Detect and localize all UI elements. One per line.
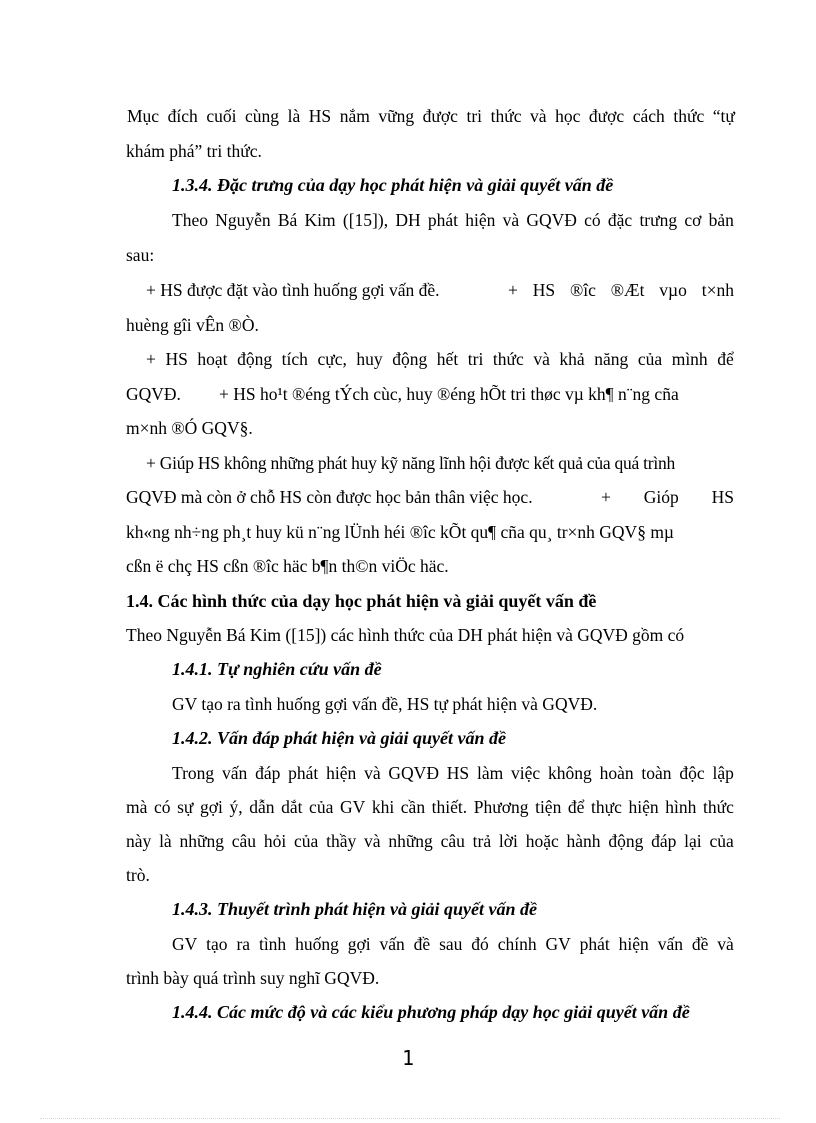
word: bản bbox=[708, 210, 734, 230]
word: nắm bbox=[339, 106, 370, 126]
word: thầy bbox=[326, 831, 357, 851]
word: cuối bbox=[206, 106, 237, 126]
paragraph-line bbox=[172, 761, 734, 785]
word: năng bbox=[594, 349, 629, 369]
word: HS bbox=[308, 106, 332, 126]
word: câu bbox=[440, 831, 465, 851]
word: ®Æt bbox=[610, 280, 645, 300]
word: Trong bbox=[172, 763, 215, 783]
paragraph-line bbox=[146, 347, 734, 371]
word: làm bbox=[476, 763, 504, 783]
word: lập bbox=[712, 763, 734, 783]
word: ([15]), bbox=[342, 210, 389, 230]
word: và bbox=[533, 349, 550, 369]
word: tích bbox=[281, 349, 308, 369]
word: lời bbox=[498, 831, 518, 851]
word: việc bbox=[511, 763, 541, 783]
word: tiện bbox=[535, 797, 562, 817]
word: hành bbox=[566, 831, 601, 851]
word: trả bbox=[472, 831, 492, 851]
word: hoặc bbox=[525, 831, 559, 851]
word: phát bbox=[579, 934, 610, 954]
paragraph-line: m×nh ®Ó GQV§. bbox=[126, 418, 253, 438]
word: cực, bbox=[317, 349, 347, 369]
word: + bbox=[601, 487, 611, 507]
paragraph-line: GV tạo ra tình huống gợi vấn đề, HS tự phát hiện và GQVĐ. bbox=[172, 694, 598, 714]
text-run: + HS được đặt vào tình huống gợi vấn đề. bbox=[146, 280, 440, 300]
word: thức bbox=[490, 106, 522, 126]
word: DH bbox=[395, 210, 421, 230]
word: và bbox=[364, 763, 381, 783]
word: đó bbox=[471, 934, 489, 954]
word: của bbox=[294, 831, 319, 851]
word: sự bbox=[177, 797, 194, 817]
word: được bbox=[422, 106, 458, 126]
word: GQVĐ bbox=[526, 210, 577, 230]
word: HS bbox=[446, 763, 470, 783]
word: vấn bbox=[657, 934, 683, 954]
word: Nguyễn bbox=[215, 210, 271, 230]
word: phát bbox=[288, 763, 319, 783]
word: thiết. bbox=[431, 797, 468, 817]
word: hiện bbox=[628, 797, 659, 817]
word: thức bbox=[673, 106, 705, 126]
text-run: GQVĐ mà còn ở chỗ HS còn được học bản thân việc học. bbox=[126, 487, 533, 507]
word: này bbox=[126, 831, 152, 851]
paragraph-line: khám phá” tri thức. bbox=[126, 141, 262, 161]
word: là bbox=[159, 831, 172, 851]
word: đề bbox=[413, 934, 431, 954]
word: dẫn bbox=[249, 797, 275, 817]
word: GV bbox=[339, 797, 366, 817]
word: “tự bbox=[712, 106, 735, 126]
word: huống bbox=[295, 934, 339, 954]
paragraph-line bbox=[126, 829, 734, 853]
word: là bbox=[287, 106, 301, 126]
word: t×nh bbox=[701, 280, 734, 300]
word: và bbox=[502, 210, 520, 230]
word: đặc bbox=[607, 210, 633, 230]
paragraph-line bbox=[127, 104, 735, 128]
section-heading: 1.4.3. Thuyết trình phát hiện và giải quyết vấn đề bbox=[172, 899, 538, 919]
paragraph-line: trình bày quá trình suy nghĩ GQVĐ. bbox=[126, 968, 380, 988]
paragraph-line: trò. bbox=[126, 865, 150, 885]
word: của bbox=[309, 797, 334, 817]
word: tình bbox=[258, 934, 287, 954]
word: cách bbox=[632, 106, 665, 126]
text-run bbox=[508, 278, 734, 302]
word: dắt bbox=[281, 797, 303, 817]
word: câu bbox=[231, 831, 257, 851]
word: của bbox=[709, 831, 734, 851]
word: thức bbox=[702, 797, 734, 817]
word: để bbox=[567, 797, 585, 817]
word: tri bbox=[467, 349, 484, 369]
word: cơ bbox=[684, 210, 702, 230]
word: mình bbox=[671, 349, 708, 369]
paragraph-line bbox=[172, 932, 734, 956]
word: ®îc bbox=[569, 280, 596, 300]
word: HS bbox=[711, 487, 734, 507]
word: tri bbox=[466, 106, 483, 126]
word: Mục bbox=[127, 106, 160, 126]
word: để bbox=[717, 349, 734, 369]
paragraph-line: kh«ng nh÷ng ph¸t huy kü n¨ng lÜnh héi ®îc kÕt qu¶ cña qu¸ tr×nh GQV§ mµ bbox=[126, 522, 675, 542]
word: Phương bbox=[473, 797, 529, 817]
word: những bbox=[179, 831, 224, 851]
word: động bbox=[608, 831, 644, 851]
word: lại bbox=[684, 831, 702, 851]
word: và bbox=[364, 831, 381, 851]
word: hiện bbox=[326, 763, 357, 783]
word: hiện bbox=[618, 934, 649, 954]
paragraph-line: + Giúp HS không những phát huy kỹ năng lĩnh hội được kết quả của quá trình bbox=[146, 453, 675, 473]
word: đề bbox=[691, 934, 709, 954]
word: hiện bbox=[465, 210, 496, 230]
word: hình bbox=[665, 797, 697, 817]
word: độc bbox=[679, 763, 705, 783]
text-run: + HS ho¹t ®éng tÝch cùc, huy ®éng hÕt tri thøc vµ kh¶ n¨ng cña bbox=[219, 384, 679, 404]
word: được bbox=[588, 106, 625, 126]
word: đáp bbox=[651, 831, 677, 851]
text-run bbox=[601, 485, 734, 509]
word: HS bbox=[165, 349, 188, 369]
word: sau bbox=[439, 934, 463, 954]
word: vấn bbox=[221, 763, 248, 783]
word: thực bbox=[591, 797, 622, 817]
word: phát bbox=[427, 210, 458, 230]
section-heading: 1.3.4. Đặc trưng của dạy học phát hiện và giải quyết vấn đề bbox=[172, 175, 614, 195]
word: GQVĐ bbox=[388, 763, 439, 783]
paragraph-line bbox=[172, 208, 734, 232]
word: đích bbox=[167, 106, 198, 126]
word: và bbox=[717, 934, 734, 954]
word: + bbox=[508, 280, 518, 300]
word: khả bbox=[559, 349, 585, 369]
word: ý, bbox=[229, 797, 243, 817]
word: động bbox=[392, 349, 428, 369]
word: ra bbox=[236, 934, 251, 954]
paragraph-line bbox=[126, 795, 734, 819]
word: tạo bbox=[206, 934, 228, 954]
word: Gióp bbox=[643, 487, 679, 507]
paragraph-line: huèng gîi vÊn ®Ò. bbox=[126, 315, 259, 335]
word: GV bbox=[172, 934, 198, 954]
paragraph-line: Theo Nguyễn Bá Kim ([15]) các hình thức của DH phát hiện và GQVĐ gồm có bbox=[126, 625, 685, 645]
word: toàn bbox=[641, 763, 672, 783]
page-bottom-divider bbox=[40, 1118, 780, 1119]
section-heading: 1.4. Các hình thức của dạy học phát hiện và giải quyết vấn đề bbox=[126, 591, 597, 611]
word: trưng bbox=[639, 210, 678, 230]
word: có bbox=[584, 210, 601, 230]
word: và bbox=[530, 106, 547, 126]
word: đáp bbox=[255, 763, 281, 783]
paragraph-line: cßn ë chç HS cßn ®îc häc b¶n th©n viÖc häc. bbox=[126, 556, 449, 576]
word: GV bbox=[545, 934, 571, 954]
word: khi bbox=[371, 797, 395, 817]
word: vấn bbox=[379, 934, 405, 954]
word: huy bbox=[356, 349, 383, 369]
word: hết bbox=[436, 349, 459, 369]
page-number: 1 bbox=[401, 1046, 415, 1070]
word: động bbox=[237, 349, 273, 369]
word: không bbox=[548, 763, 592, 783]
word: gợi bbox=[200, 797, 223, 817]
word: hoạt bbox=[197, 349, 228, 369]
word: có bbox=[153, 797, 171, 817]
word: mà bbox=[126, 797, 148, 817]
word: của bbox=[637, 349, 663, 369]
section-heading: 1.4.4. Các mức độ và các kiểu phương pháp dạy học giải quyết vấn đề bbox=[172, 1002, 690, 1022]
word: HS bbox=[532, 280, 556, 300]
word: cần bbox=[400, 797, 426, 817]
word: hoàn bbox=[599, 763, 634, 783]
word: gợi bbox=[347, 934, 371, 954]
word: Kim bbox=[304, 210, 336, 230]
word: + bbox=[146, 349, 156, 369]
word: những bbox=[388, 831, 433, 851]
word: cùng bbox=[245, 106, 280, 126]
section-heading: 1.4.2. Vấn đáp phát hiện và giải quyết vấn đề bbox=[172, 728, 507, 748]
word: chính bbox=[497, 934, 537, 954]
text-run: GQVĐ. bbox=[126, 384, 181, 404]
word: hỏi bbox=[263, 831, 287, 851]
word: học bbox=[555, 106, 581, 126]
word: Bá bbox=[277, 210, 298, 230]
paragraph-line: sau: bbox=[126, 245, 155, 265]
word: thức bbox=[492, 349, 524, 369]
word: vững bbox=[378, 106, 415, 126]
section-heading: 1.4.1. Tự nghiên cứu vấn đề bbox=[172, 659, 382, 679]
word: vµo bbox=[659, 280, 687, 300]
word: Theo bbox=[172, 210, 208, 230]
